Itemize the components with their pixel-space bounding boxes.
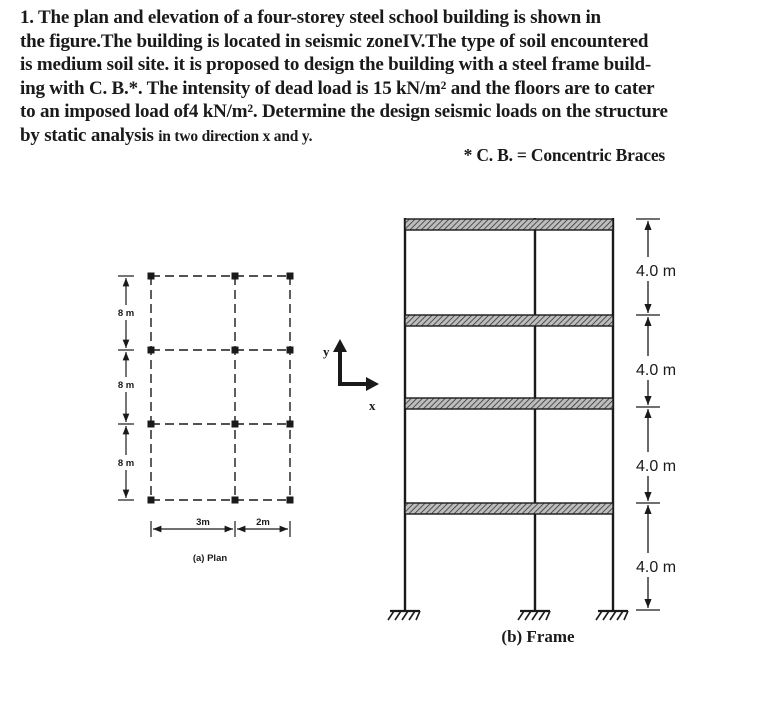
problem-line-1: 1. The plan and elevation of a four-storey steel school building is shown in [20,7,601,28]
plan-labels [114,305,270,564]
problem-line-3: is medium soil site. it is proposed to design the building with a steel frame build- [20,54,652,76]
problem-line-4: ing with C. B.*. The intensity of dead load is 15 kN/m² and the floors are to cater [20,77,655,99]
axes-symbol [333,339,379,391]
frame-caption: (b) Frame [501,627,575,646]
plan-grid [151,276,290,500]
storey-height-label-4: 4.0 m [636,263,677,280]
footnote-concentric-braces: * C. B. = Concentric Braces [463,145,665,165]
problem-line-2: the figure.The building is located in seismic zoneIV.The type of soil encountered [20,30,649,52]
plan-drawing [118,273,294,538]
plan-caption: (a) Plan [192,553,228,564]
frame-columns [405,218,613,610]
problem-line-6-main: by static analysis [20,124,154,146]
storey-height-label-1: 4.0 m [636,559,677,576]
frame-supports [388,611,628,620]
plan-bay-y-label-2: 8 m [117,380,135,391]
plan-bay-x-label-1: 3m [196,517,210,528]
storey-height-label-2: 4.0 m [636,458,677,475]
plan-bay-y-label-1: 8 m [117,308,135,319]
plan-bay-x-label-2: 2m [256,517,270,528]
plan-bay-y-label-3: 8 m [117,458,135,469]
plan-columns [148,273,294,504]
axis-y-label: y [323,344,330,359]
frame-beams [405,219,613,514]
storey-height-label-3: 4.0 m [636,362,677,379]
frame-drawing [388,218,660,620]
problem-line-5: to an imposed load of4 kN/m². Determine the design seismic loads on the structure [20,101,668,123]
axis-x-label: x [369,398,376,413]
problem-line-6-small: in two direction x and y. [158,127,313,145]
